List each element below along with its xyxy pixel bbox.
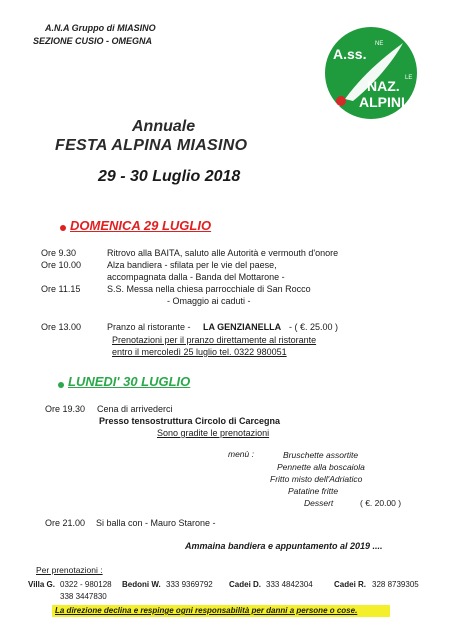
menu-item: Patatine fritte [288, 486, 339, 496]
logo-text-alpini: ALPINI [359, 94, 405, 110]
contact-name: Bedoni W. [122, 580, 161, 589]
org-group-name: A.N.A Gruppo di MIASINO [45, 23, 156, 33]
lunch-text: Pranzo al ristorante - [107, 322, 191, 332]
schedule-time-2: Ore 10.00 [41, 260, 82, 270]
lunch-time: Ore 13.00 [41, 322, 82, 332]
schedule-time-1: Ore 9.30 [41, 248, 77, 258]
menu-item: Fritto misto dell'Adriatico [270, 474, 363, 484]
lunch-price: - ( €. 25.00 ) [289, 322, 339, 332]
menu-item: Dessert [304, 498, 334, 508]
contact-name: Cadei R. [334, 580, 367, 589]
schedule-text-3: accompagnata dalla - Banda del Mottarone - [107, 272, 285, 282]
day1-bullet [60, 225, 66, 231]
ana-alpini-logo [323, 25, 419, 121]
contact-phone-extra: 338 3447830 [60, 592, 107, 601]
dinner-place: Presso tensostruttura Circolo di Carcegna [99, 416, 281, 426]
title-dates: 29 - 30 Luglio 2018 [98, 168, 241, 185]
day2-bullet [58, 382, 64, 388]
day1-heading: DOMENICA 29 LUGLIO [70, 218, 212, 233]
schedule-time-4: Ore 11.15 [41, 284, 81, 294]
title-annual: Annuale [132, 118, 196, 135]
dance-time: Ore 21.00 [45, 518, 86, 528]
contacts-label: Per prenotazioni : [36, 565, 103, 575]
menu-item: Bruschette assortite [283, 450, 359, 460]
day2-heading: LUNEDI' 30 LUGLIO [68, 374, 191, 389]
contact-name: Cadei D. [229, 580, 262, 589]
booking-line-2: entro il mercoledì 25 luglio tel. 0322 980051 [112, 347, 287, 357]
logo-text-ne: NE [375, 41, 384, 47]
schedule-text-1: Ritrovo alla BAITA, saluto alle Autorità e vermouth d'onore [107, 248, 339, 258]
menu-item: Pennette alla boscaiola [277, 462, 365, 472]
dinner-text: Cena di arrivederci [97, 404, 173, 414]
schedule-text-5: - Omaggio ai caduti - [167, 296, 251, 306]
dance-text: Si balla con - Mauro Starone - [96, 518, 216, 528]
logo-text-ass: A.ss. [333, 46, 367, 62]
menu-price: ( €. 20.00 ) [360, 498, 402, 508]
dinner-time: Ore 19.30 [45, 404, 86, 414]
contact-phone: 328 8739305 [372, 580, 419, 589]
contact-name: Villa G. [28, 580, 55, 589]
title-event: FESTA ALPINA MIASINO [55, 137, 248, 154]
closing-line: Ammaina bandiera e appuntamento al 2019 .... [185, 541, 383, 551]
logo-text-le: LE [405, 75, 413, 81]
lunch-place: LA GENZIANELLA [203, 322, 282, 332]
org-section-name: SEZIONE CUSIO - OMEGNA [33, 36, 153, 46]
red-drop-icon [336, 96, 346, 106]
dinner-note: Sono gradite le prenotazioni [157, 428, 270, 438]
menu-label: menù : [228, 449, 254, 459]
disclaimer-note: La direzione declina e respinge ogni responsabilità per danni a persone o cose. [52, 605, 390, 617]
contact-phone: 333 9369792 [166, 580, 213, 589]
schedule-text-4: S.S. Messa nella chiesa parrocchiale di San Rocco [107, 284, 311, 294]
logo-text-naz: NAZ. [367, 78, 400, 94]
contact-phone: 0322 - 980128 [60, 580, 112, 589]
booking-line-1: Prenotazioni per il pranzo direttamente al ristorante [112, 335, 317, 345]
contact-phone: 333 4842304 [266, 580, 313, 589]
logo-badge-icon [323, 25, 419, 121]
schedule-text-2: Alza bandiera - sfilata per le vie del paese, [107, 260, 277, 270]
